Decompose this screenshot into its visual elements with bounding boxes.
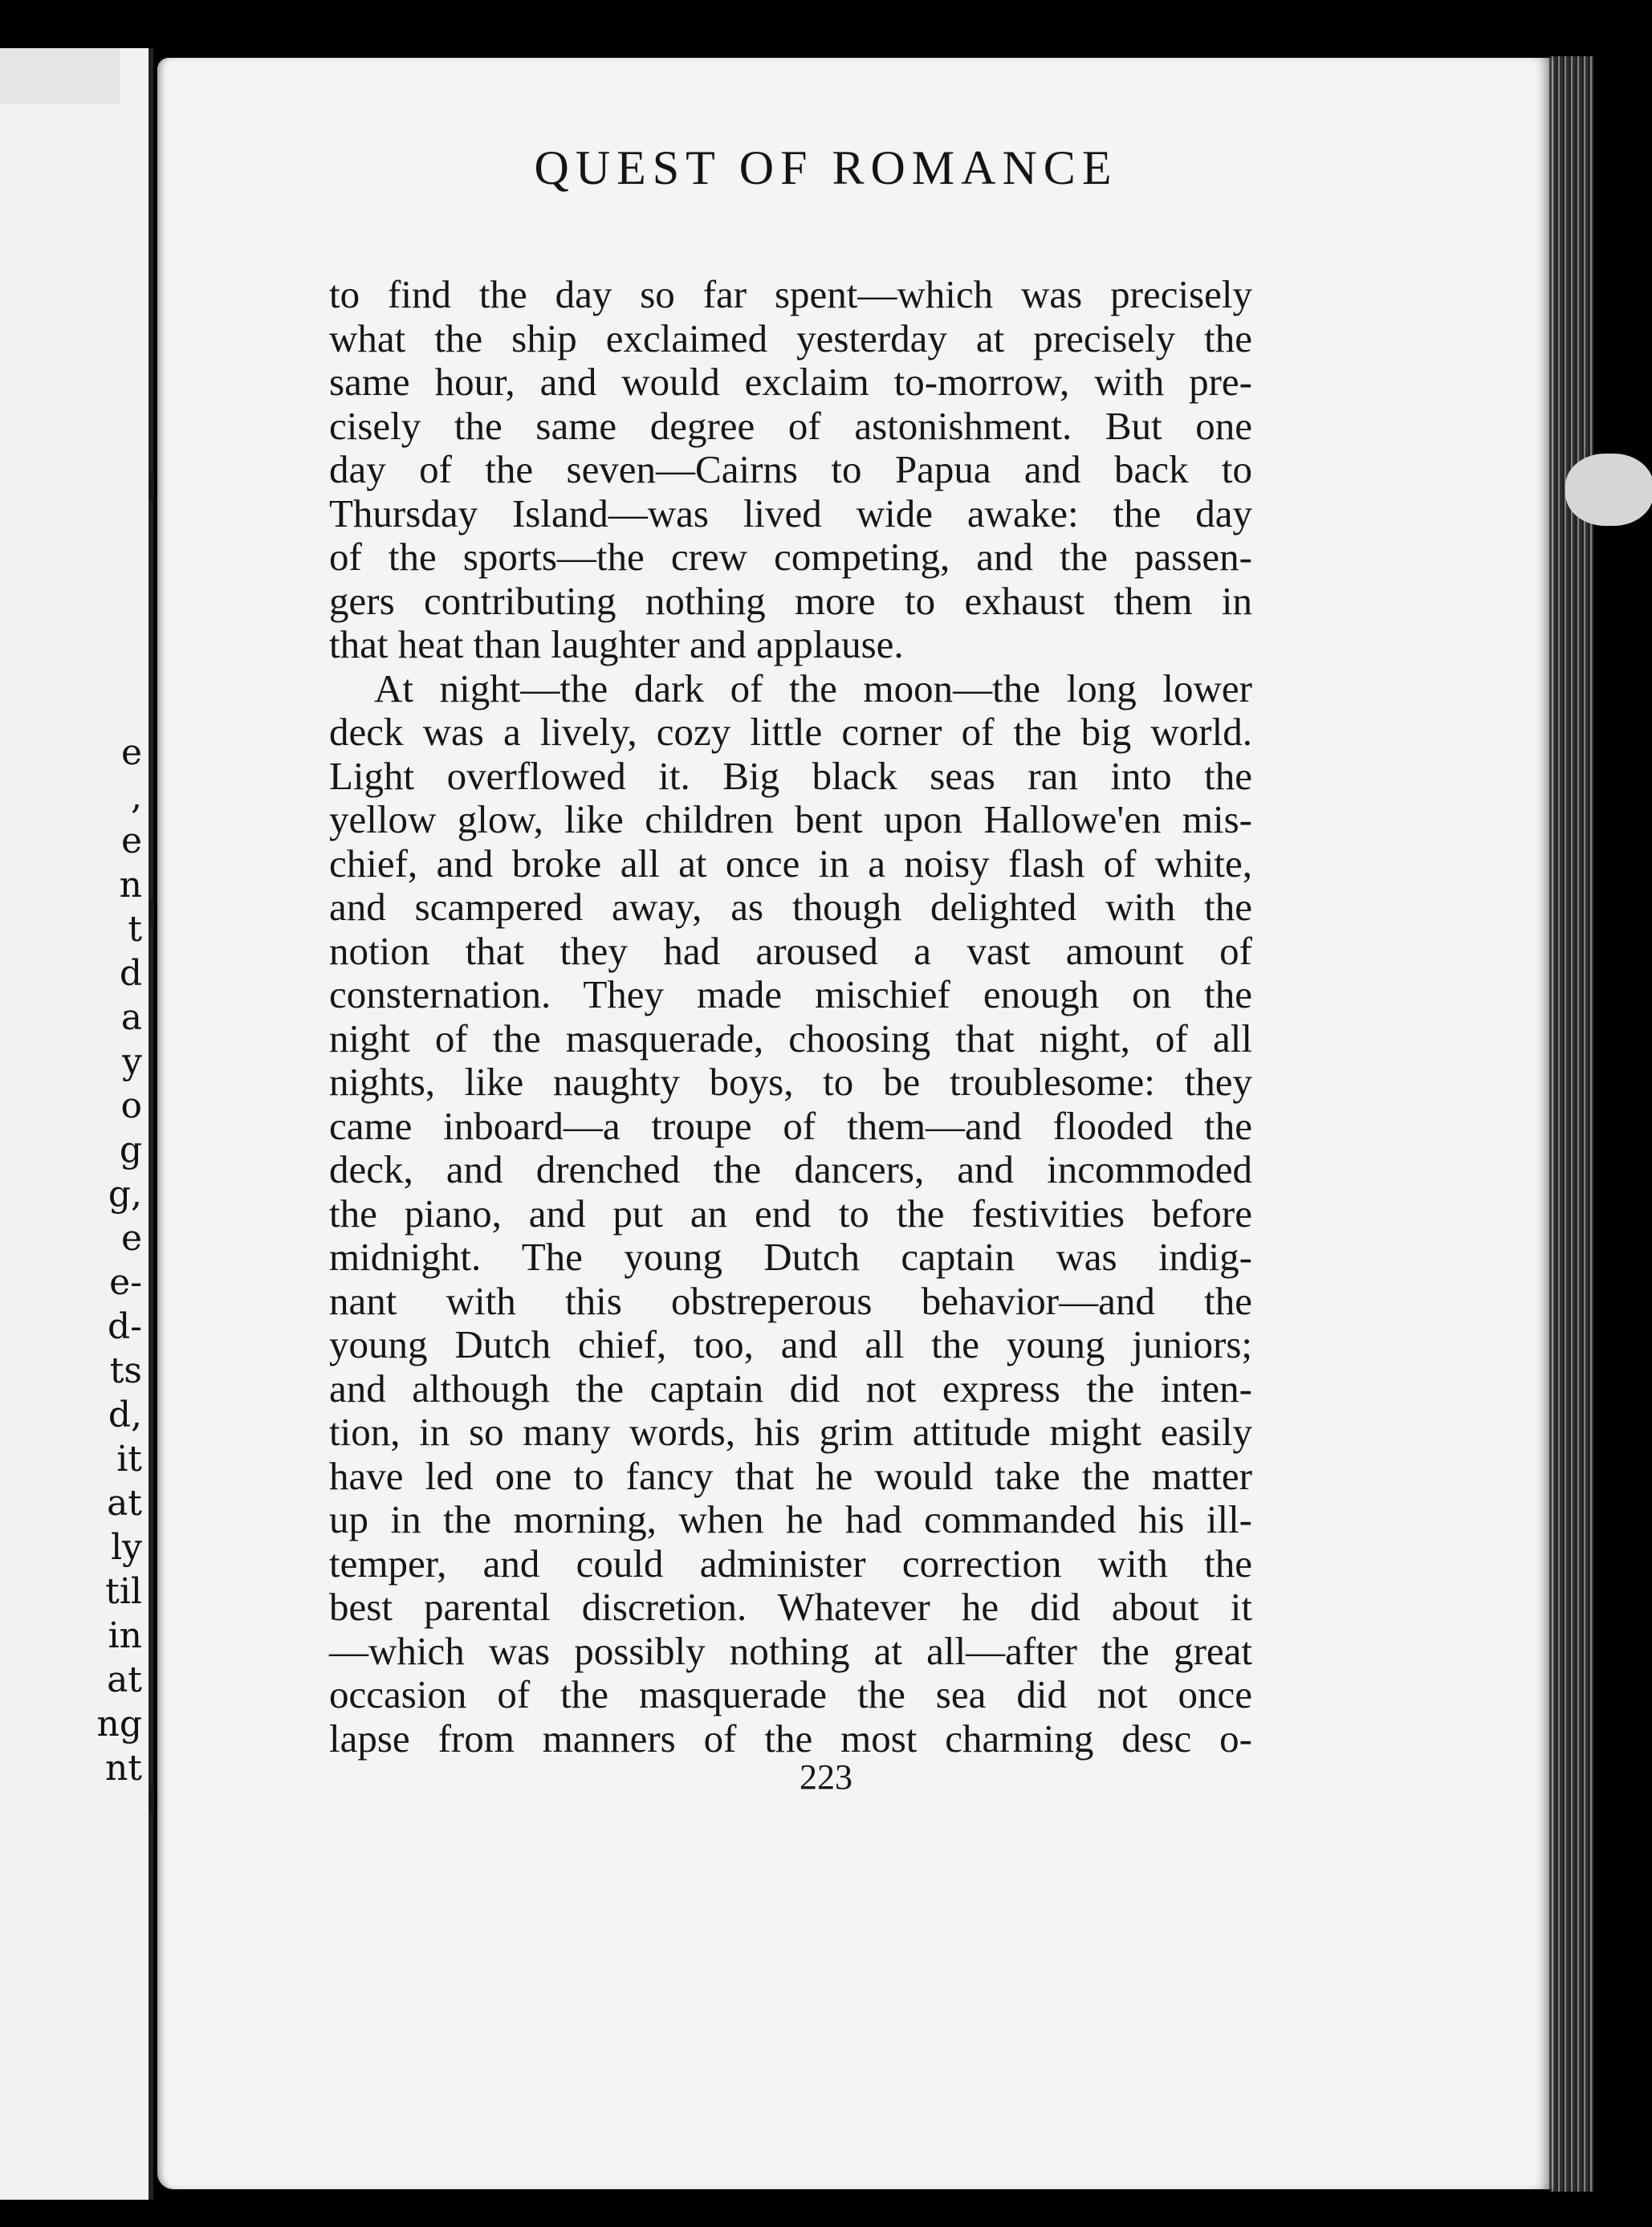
text-line: tion, in so many words, his grim attitude might easily <box>329 1410 1252 1454</box>
facing-page-fragment-char: g <box>119 1130 142 1170</box>
facing-page-text-fragments <box>94 731 142 1790</box>
facing-page-fragment-char: it <box>116 1439 142 1480</box>
facing-page-fragment-char: n <box>119 865 142 906</box>
text-line: Thursday Island—was lived wide awake: the day <box>329 491 1252 535</box>
running-head: QUEST OF ROMANCE <box>534 141 1118 194</box>
text-line: what the ship exclaimed yesterday at precisely the <box>329 316 1252 360</box>
text-line: best parental discretion. Whatever he did about it <box>329 1585 1252 1629</box>
facing-page-fragment-char: d- <box>107 1306 142 1347</box>
text-line: —which was possibly nothing at all—after the great <box>329 1628 1252 1673</box>
text-line: have led one to fancy that he would take the matter <box>329 1453 1252 1498</box>
text-line: notion that they had aroused a vast amount of <box>329 928 1252 973</box>
body-text <box>329 273 1252 1761</box>
text-line: and although the captain did not express the inten- <box>329 1366 1252 1411</box>
text-line: and scampered away, as though delighted with the <box>329 885 1252 929</box>
facing-page-fragment-char: at <box>107 1659 142 1700</box>
text-line: gers contributing nothing more to exhaust them in <box>329 578 1252 623</box>
facing-page-fragment-char: t <box>128 909 142 950</box>
text-line: that heat than laughter and applause. <box>329 622 904 666</box>
facing-page-fragment-char: in <box>108 1615 142 1656</box>
text-line: consternation. They made mischief enough on the <box>329 972 1252 1016</box>
text-line: the piano, and put an end to the festivities before <box>329 1191 1252 1236</box>
facing-page-fragment-char: til <box>105 1571 142 1612</box>
text-line: nant with this obstreperous behavior—and the <box>329 1278 1252 1323</box>
text-line: to find the day so far spent—which was precisely <box>329 272 1252 316</box>
text-line: midnight. The young Dutch captain was indig- <box>329 1235 1252 1279</box>
facing-page-fragment-char: e <box>120 1218 142 1259</box>
gutter-mark <box>149 474 154 501</box>
text-line: of the sports—the crew competing, and the passen- <box>329 535 1252 579</box>
text-line: lapse from manners of the most charming desc o- <box>329 1716 1252 1761</box>
paragraph-2 <box>329 667 1252 1761</box>
facing-page-fragment-char: a <box>120 997 142 1038</box>
gutter-mark <box>149 899 154 926</box>
facing-page-fragment-char: ly <box>111 1527 142 1568</box>
paragraph-1 <box>329 273 1252 667</box>
text-line: young Dutch chief, too, and all the young juniors; <box>329 1322 1252 1366</box>
text-line: day of the seven—Cairns to Papua and back to <box>329 447 1252 491</box>
text-line: deck, and drenched the dancers, and incommoded <box>329 1147 1252 1191</box>
text-line: same hour, and would exclaim to-morrow, with pre- <box>329 360 1252 404</box>
text-line: up in the morning, when he had commanded his ill- <box>329 1497 1252 1541</box>
text-line: deck was a lively, cozy little corner of the big world. <box>329 710 1252 754</box>
facing-page-fragment-char: y <box>122 1041 142 1082</box>
text-line: cisely the same degree of astonishment. But one <box>329 403 1252 448</box>
facing-page-fragment-char: , <box>131 776 142 817</box>
facing-page-top-strip <box>0 48 120 104</box>
facing-page-fragment-char: ng <box>96 1704 142 1745</box>
text-line: At night—the dark of the moon—the long lower <box>374 666 1252 710</box>
text-line: came inboard—a troupe of them—and flooded the <box>329 1103 1252 1148</box>
text-line: night of the masquerade, choosing that night, of all <box>329 1016 1252 1061</box>
facing-page-fragment <box>0 48 153 2200</box>
facing-page-fragment-char: e <box>120 732 142 773</box>
page-edge-damage <box>1565 454 1652 526</box>
text-line: chief, and broke all at once in a noisy flash of white, <box>329 841 1252 886</box>
facing-page-fragment-char: o <box>120 1085 142 1126</box>
text-line: Light overflowed it. Big black seas ran into the <box>329 753 1252 798</box>
page-stack-edge <box>1549 56 1593 2192</box>
facing-page-fragment-char: e <box>120 820 142 861</box>
text-line: yellow glow, like children bent upon Hallowe'en mis- <box>329 797 1252 841</box>
text-line: temper, and could administer correction with the <box>329 1541 1252 1586</box>
text-line: occasion of the masquerade the sea did not once <box>329 1672 1252 1716</box>
facing-page-fragment-char: g, <box>108 1174 142 1215</box>
page-number: 223 <box>800 1757 852 1797</box>
facing-page-fragment-char: d <box>119 953 142 994</box>
text-line: nights, like naughty boys, to be troublesome: they <box>329 1060 1252 1104</box>
facing-page-fragment-char: nt <box>104 1748 142 1789</box>
facing-page-fragment-char: ts <box>109 1350 142 1391</box>
facing-page-fragment-char: d, <box>108 1394 142 1435</box>
facing-page-fragment-char: e- <box>109 1262 142 1303</box>
facing-page-fragment-char: at <box>107 1483 142 1524</box>
